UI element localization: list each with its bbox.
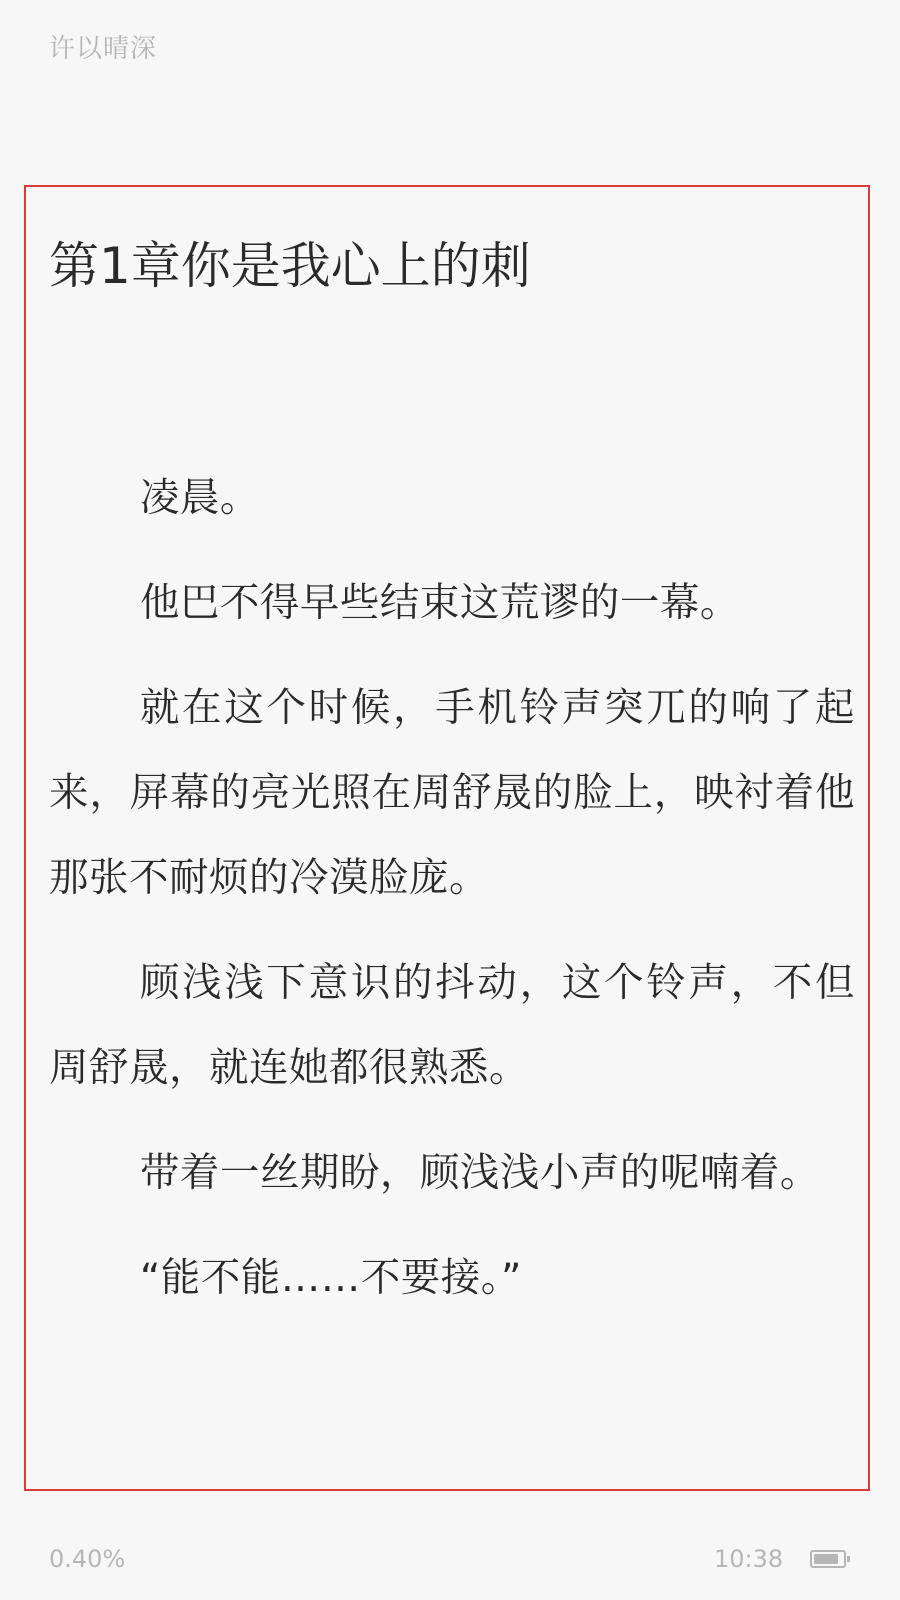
paragraph: 带着一丝期盼，顾浅浅小声的呢喃着。 <box>139 1150 820 1196</box>
battery-nub <box>847 1556 850 1562</box>
paragraph: 他巴不得早些结束这荒谬的一幕。 <box>139 580 740 626</box>
clock-time: 10:38 <box>714 1545 784 1573</box>
book-title: 许以晴深 <box>49 34 158 64</box>
paragraph: 就在这个时候，手机铃声突兀的响了起来，屏幕的亮光照在周舒晟的脸上，映衬着他那张不耐烦的冷漠脸庞。 <box>49 685 855 901</box>
paragraph: 顾浅浅下意识的抖动，这个铃声，不但周舒晟，就连她都很熟悉。 <box>49 960 855 1091</box>
battery-icon <box>810 1550 846 1568</box>
chapter-title: 第1章你是我心上的刺 <box>49 237 531 295</box>
reading-progress: 0.40% <box>49 1545 126 1573</box>
paragraph: 凌晨。 <box>139 475 260 521</box>
chapter-content[interactable] <box>49 456 855 1341</box>
battery-fill <box>814 1554 838 1564</box>
paragraph: “能不能……不要接。” <box>139 1255 523 1301</box>
